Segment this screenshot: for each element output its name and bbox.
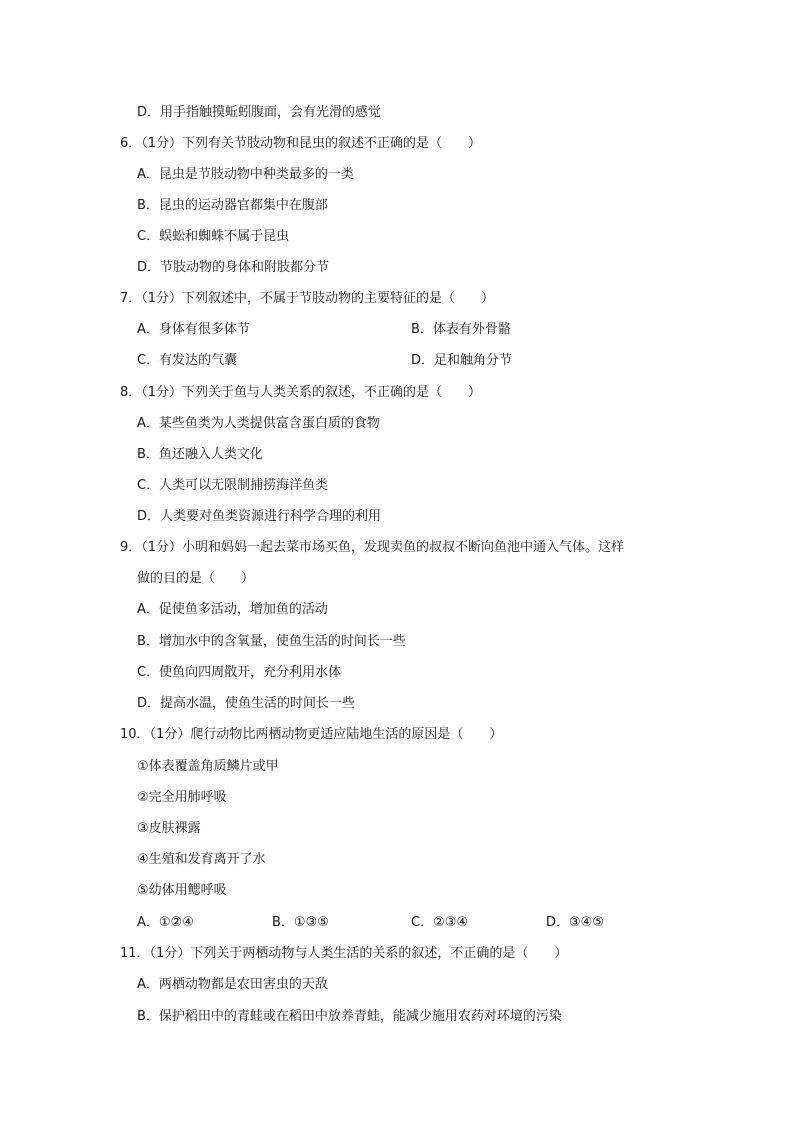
- question-6-option-a: A．昆虫是节肢动物中种类最多的一类: [137, 167, 354, 182]
- question-9-option-d: D．提高水温，使鱼生活的时间长一些: [137, 696, 356, 711]
- question-6-option-d: D．节肢动物的身体和附肢都分节: [137, 260, 330, 275]
- question-11-option-b: B．保护稻田中的青蛙或在稻田中放养青蛙，能减少施用农药对环境的污染: [137, 1009, 562, 1024]
- question-9-option-c: C．使鱼向四周散开，充分利用水体: [137, 665, 342, 680]
- question-10-statement-4: ④生殖和发育离开了水: [137, 852, 266, 867]
- question-7-option-b: B．体表有外骨骼: [411, 322, 511, 337]
- question-7-option-d: D．足和触角分节: [411, 353, 513, 368]
- question-7-option-c: C．有发达的气囊: [137, 353, 238, 368]
- question-9-stem-line2: 做的目的是（ ）: [137, 571, 255, 586]
- question-10-statement-2: ②完全用肺呼吸: [137, 790, 227, 805]
- question-10-option-c: C．②③④: [411, 915, 469, 930]
- question-8-option-a: A．某些鱼类为人类提供富含蛋白质的食物: [137, 416, 380, 431]
- question-10-stem: 10．（1分）爬行动物比两栖动物更适应陆地生活的原因是（ ）: [120, 727, 503, 742]
- question-9-option-b: B．增加水中的含氧量，使鱼生活的时间长一些: [137, 634, 406, 649]
- question-10-option-d: D．③④⑤: [546, 915, 604, 930]
- question-10-statement-1: ①体表覆盖角质鳞片或甲: [137, 759, 279, 774]
- question-8-option-c: C．人类可以无限制捕捞海洋鱼类: [137, 478, 329, 493]
- question-7-option-a: A．身体有很多体节: [137, 322, 250, 337]
- question-10-option-a: A．①②④: [137, 915, 194, 930]
- question-11-option-a: A．两栖动物都是农田害虫的天敌: [137, 977, 328, 992]
- question-6-option-b: B．昆虫的运动器官都集中在腹部: [137, 198, 328, 213]
- question-10-statement-3: ③皮肤裸露: [137, 821, 201, 836]
- question-8-option-b: B．鱼还融入人类文化: [137, 447, 263, 462]
- question-6-option-c: C．蜈蚣和蜘蛛不属于昆虫: [137, 229, 290, 244]
- question-9-option-a: A．促使鱼多活动，增加鱼的活动: [137, 602, 328, 617]
- question-9-stem-line1: 9．（1分）小明和妈妈一起去菜市场买鱼，发现卖鱼的叔叔不断向鱼池中通入气体。这样: [120, 540, 625, 555]
- question-10-statement-5: ⑤幼体用鳃呼吸: [137, 883, 227, 898]
- question-7-stem: 7．（1分）下列叙述中，不属于节肢动物的主要特征的是（ ）: [120, 291, 495, 306]
- question-6-stem: 6．（1分）下列有关节肢动物和昆虫的叙述不正确的是（ ）: [120, 136, 482, 151]
- prev-question-option-d: D．用手指触摸蚯蚓腹面，会有光滑的感觉: [137, 105, 382, 120]
- question-8-stem: 8．（1分）下列关于鱼与人类关系的叙述，不正确的是（ ）: [120, 385, 482, 400]
- question-11-stem: 11．（1分）下列关于两栖动物与人类生活的关系的叙述，不正确的是（ ）: [120, 946, 568, 961]
- question-10-option-b: B．①③⑤: [272, 915, 329, 930]
- question-8-option-d: D．人类要对鱼类资源进行科学合理的利用: [137, 509, 382, 524]
